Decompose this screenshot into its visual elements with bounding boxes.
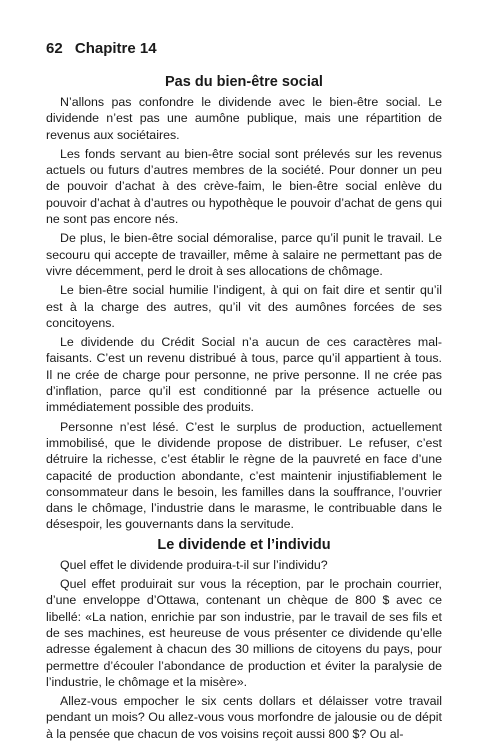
- paragraph: Personne n’est lésé. C’est le surplus de production, actuellement immobilisé, que le dividende propose de distribuer. Le refuser, c’est détruire la richesse, c’est établir le règne de la pauvreté en face d’une capacité de production abondante, c’est maintenir injustifiablement le consommateur dans le besoin, les familles dans la souffrance, l’ouvrier dans le chômage, l’industrie dans le marasme, le contribuable dans le désespoir, les gouvernants dans la servitude.: [46, 419, 442, 532]
- running-head: [46, 40, 442, 57]
- paragraph: Le dividende du Crédit Social n’a aucun de ces caractères malfaisants. C’est un revenu distribué à tous, parce qu’il appartient à tous. Il ne crée de charge pour personne, ne prive personne. Il ne crée pas d’inflation, parce qu’il est conditionné par la présence actuelle ou immédiatement possible des produits.: [46, 335, 442, 415]
- paragraph: Allez-vous empocher le six cents dollars et délaisser votre travail pendant un mois? Ou allez-vous vous morfondre de jalousie ou de dépit à la pensée que chacun de vos voisins reçoit aussi 800 $? Ou al-: [46, 694, 442, 741]
- page-number: 62: [46, 40, 63, 57]
- paragraph: Quel effet produirait sur vous la réception, par le prochain courrier, d’une enveloppe d’Ottawa, contenant un chèque de 800 $ avec ce libellé: «La nation, enrichie par son industrie, par le travail de ses fils et de ses machines, est heureuse de vous présenter ce dividende qu’elle adresse également à chacun des 30 millions de citoyens du pays, pour permettre d’écouler l’abondance de production et éviter la paralysie de l’industrie, le chômage et la misère».: [46, 577, 442, 689]
- paragraph: Quel effet le dividende produira-t-il sur l’individu?: [60, 557, 328, 572]
- paragraph: De plus, le bien-être social démoralise, parce qu’il punit le travail. Le secouru qui accepte de travailler, même à salaire ne permettant pas de vivre décemment, perd le droit à ses allocations de chômage.: [46, 231, 442, 278]
- section-heading: Le dividende et l’individu: [157, 536, 331, 553]
- paragraph: N’allons pas confondre le dividende avec le bien-être social. Le dividende n’est pas une aumône publique, mais une répartition de revenus aux sociétaires.: [46, 95, 442, 142]
- chapter-title: Chapitre 14: [74, 40, 157, 57]
- paragraph: Les fonds servant au bien-être social sont prélevés sur les revenus actuels ou futurs d’autres membres de la société. Pour donner un peu de pouvoir d’achat à des crève-faim, le bien-être social enlève du pouvoir d’achat à d’autres ou hypothèque le pouvoir d’achat de gens qui ne sont pas encore nés.: [46, 146, 442, 227]
- section-heading: Pas du bien-être social: [165, 74, 323, 90]
- paragraph: Le bien-être social humilie l’indigent, à qui on fait dire et sentir qu’il est à la charge des autres, qu’il vit des aumônes forcées de ses concitoyens.: [46, 283, 442, 330]
